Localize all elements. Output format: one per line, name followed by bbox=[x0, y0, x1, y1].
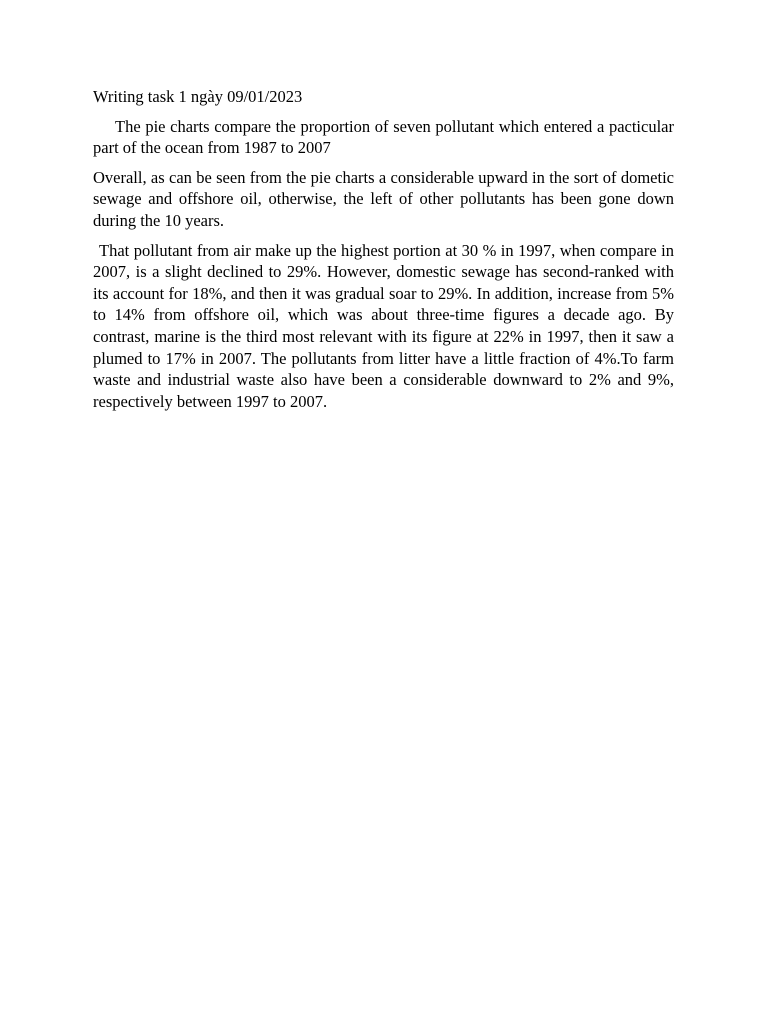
document-title: Writing task 1 ngày 09/01/2023 bbox=[93, 87, 303, 106]
paragraph-details: That pollutant from air make up the highest portion at 30 % in 1997, when compare in 2007, is a slight declined to 29%. However, domestic sewage has second-ranked with its account for 18%, and then it was gradual soar to 29%. In addition, increase from 5% to 14% from offshore oil, which was about three-time figures a decade ago. By contrast, marine is the third most relevant with its figure at 22% in 1997, then it saw a plumed to 17% in 2007. The pollutants from litter have a little fraction of 4%.To farm waste and industrial waste also have been a considerable downward to 2% and 9%, respectively between 1997 to 2007. bbox=[93, 240, 674, 411]
document-page bbox=[93, 86, 674, 420]
paragraph-introduction: The pie charts compare the proportion of seven pollutant which entered a pacticular part of the ocean from 1987 to 2007 bbox=[93, 116, 674, 158]
paragraph-overview: Overall, as can be seen from the pie charts a considerable upward in the sort of dometic sewage and offshore oil, otherwise, the left of other pollutants has been gone down during the 10 years. bbox=[93, 167, 674, 230]
